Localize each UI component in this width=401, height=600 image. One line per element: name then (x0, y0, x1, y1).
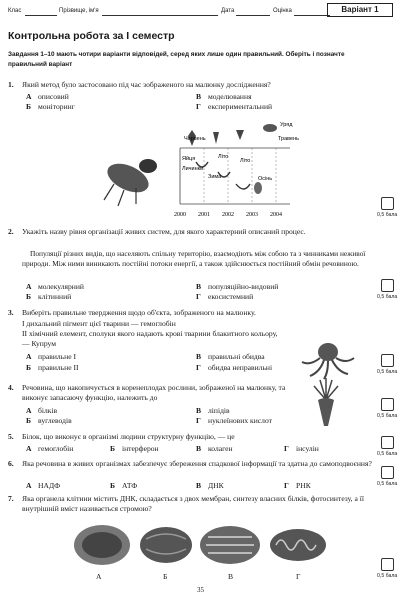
year-2004: 2004 (270, 212, 282, 218)
q3-option-b[interactable]: Б правильне ІІ (26, 363, 79, 372)
year-2000: 2000 (174, 212, 186, 218)
page-title: Контрольна робота за І семестр (8, 30, 175, 42)
question-text: Яка речовина в живих організмах забезпечує збереження спадкової інформації та здатна до самоподвоєння? (22, 459, 372, 468)
date-label: Дата (221, 8, 235, 14)
q3-answer-box[interactable] (381, 354, 394, 367)
pupa-icon (254, 182, 262, 194)
question-text: Виберіть правильне твердження щодо об'єкта, зображеного на малюнку. (22, 308, 256, 317)
q5-answer-box[interactable] (381, 436, 394, 449)
q3-statement-1: І дихальний пігмент цієї тварини — гемоглобін (22, 319, 176, 328)
q6-option-c[interactable]: В ДНК (196, 481, 224, 490)
class-field-line[interactable] (25, 15, 57, 16)
q4-option-a[interactable]: А білків (26, 406, 58, 415)
year-2001: 2001 (198, 212, 210, 218)
label-extra: Уряд (280, 122, 293, 128)
label-summer-1: Літо (218, 154, 229, 160)
question-number: 6. (8, 459, 14, 468)
q5-points: 0,5 бала (377, 451, 398, 457)
organelles-figure (70, 521, 330, 569)
q4-option-b[interactable]: Б вуглеводів (26, 416, 72, 425)
q5-option-d[interactable]: Г інсулін (284, 444, 319, 453)
q5-option-b[interactable]: Б інтерферон (110, 444, 159, 453)
question-number: 3. (8, 308, 14, 317)
question-text: Білок, що виконує в організмі людини структурну функцію, — це (22, 432, 235, 441)
name-label: Прізвище, ім'я (59, 8, 99, 14)
q5-option-c[interactable]: В колаген (196, 444, 233, 453)
question-number: 5. (8, 432, 14, 441)
question-text: Речовина, що накопичується в коренеплодах рослини, зображеної на малюнку, та виконує запасаючу функцію, належить до (22, 383, 286, 402)
label-eggs: Яйця (182, 156, 196, 162)
q1-option-a[interactable]: А описовий (26, 92, 69, 101)
adult-beetle-icon (263, 124, 277, 132)
name-field-line[interactable] (102, 15, 218, 16)
variant-box: Варіант 1 (327, 3, 393, 17)
year-2003: 2003 (246, 212, 258, 218)
q3-statement-2: ІІ хімічний елемент, сполуки якого надають крові тварини блакитного кольору, — Купрум (22, 329, 278, 348)
q7-figure-c[interactable]: В (228, 572, 234, 581)
q7-points: 0,5 бала (377, 573, 398, 579)
q3-option-c[interactable]: В правильні обидва (196, 352, 265, 361)
q2-paragraph: Популяції різних видів, що населяють спільну територію, взаємодіють між собою та з чинниками неживої природи. Між ними виникають постійні потоки енергії, а також здійснюється постійний обмін речовиною. (22, 249, 366, 268)
question-number: 2. (8, 227, 14, 236)
instructions: Завдання 1–10 мають чотири варіанти відповідей, серед яких лише один правильний. Оберіть і позначте правильний варіант (8, 51, 345, 68)
q3-option-d[interactable]: Г обидва неправильні (196, 363, 273, 372)
root-vegetable-icon (305, 378, 347, 428)
grade-label: Оцінка (273, 8, 292, 14)
beetle-life-cycle-figure (100, 118, 310, 222)
question-number: 4. (8, 383, 14, 392)
q1-option-b[interactable]: Б моніторинг (26, 102, 75, 111)
question-number: 7. (8, 494, 14, 503)
q6-option-b[interactable]: Б АТФ (110, 481, 138, 490)
label-larvae: Личинки (182, 166, 204, 172)
q2-answer-box[interactable] (381, 279, 394, 292)
label-may: Травень (278, 136, 299, 142)
q3-option-a[interactable]: А правильне І (26, 352, 76, 361)
q4-answer-box[interactable] (381, 398, 394, 411)
q7-figure-a[interactable]: А (96, 572, 102, 581)
q1-answer-box[interactable] (381, 197, 394, 210)
question-text: Укажіть назву рівня організації живих систем, для якого характерний описаний процес. (22, 227, 306, 236)
q7-figure-d[interactable]: Г (296, 572, 301, 581)
organelle-d-icon (270, 529, 326, 561)
year-2002: 2002 (222, 212, 234, 218)
q1-points: 0,5 бала (377, 212, 398, 218)
q6-answer-box[interactable] (381, 466, 394, 479)
label-june: Червень (184, 136, 206, 142)
q6-points: 0,5 бала (377, 481, 398, 487)
organelle-b-icon (140, 527, 192, 563)
q2-option-c[interactable]: В популяційно-видовий (196, 282, 279, 291)
question-text: Який метод було застосовано під час зображеного на малюнку дослідження? (22, 80, 271, 89)
q5-option-a[interactable]: А гемоглобін (26, 444, 74, 453)
date-field-line[interactable] (236, 15, 270, 16)
label-autumn: Осінь (258, 176, 273, 182)
q4-option-d[interactable]: Г нуклеїнових кислот (196, 416, 272, 425)
q3-points: 0,5 бала (377, 369, 398, 375)
q2-option-d[interactable]: Г екосистемний (196, 292, 254, 301)
page-number: 35 (197, 586, 204, 594)
q2-option-a[interactable]: А молекулярний (26, 282, 84, 291)
q4-points: 0,5 бала (377, 413, 398, 419)
q1-option-c[interactable]: В моделювання (196, 92, 252, 101)
question-text: Яка органела клітини містить ДНК, складається з двох мембран, синтезу власних білків, фотосинтезу, а її внутрішній вміст називається стромою? (22, 494, 364, 513)
q6-option-d[interactable]: Г РНК (284, 481, 311, 490)
q7-figure-b[interactable]: Б (163, 572, 168, 581)
grade-field-line[interactable] (294, 15, 330, 16)
question-number: 1. (8, 80, 14, 89)
label-winter: Зима (208, 174, 222, 180)
class-label: Клас (8, 8, 22, 14)
q7-answer-box[interactable] (381, 558, 394, 571)
label-summer-2: Літо (240, 158, 251, 164)
q6-option-a[interactable]: А НАДФ (26, 481, 61, 490)
q4-option-c[interactable]: В ліпідів (196, 406, 230, 415)
q2-option-b[interactable]: Б клітинний (26, 292, 72, 301)
q2-points: 0,5 бала (377, 294, 398, 300)
octopus-icon (300, 340, 356, 380)
q1-option-d[interactable]: Г експериментальний (196, 102, 273, 111)
